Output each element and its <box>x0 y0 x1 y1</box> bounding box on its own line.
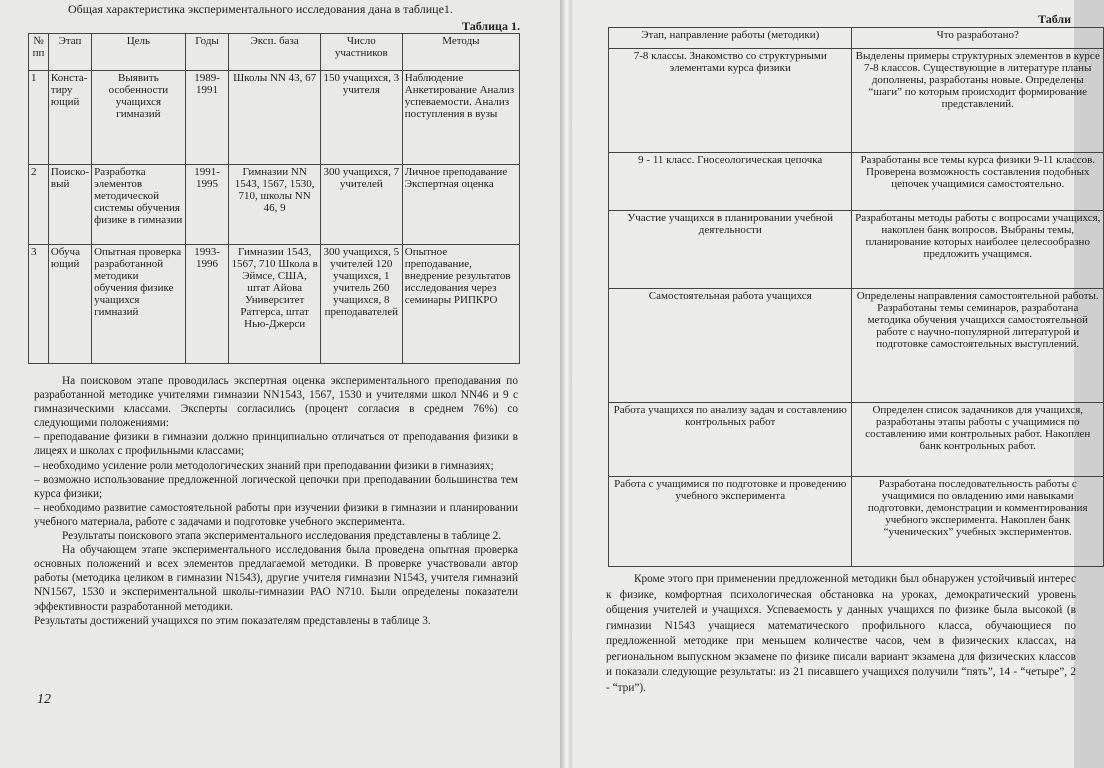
table-cell: Гимназии 1543, 1567, 710 Школа в Эймсе, США, штат Айова Университет Ратгерса, штат Нью-Джерси <box>229 244 320 363</box>
table-row <box>609 153 1104 211</box>
col-header: Методы <box>402 34 519 71</box>
col-header: Этап, направление работы (методики) <box>609 28 852 49</box>
table-cell: Участие учащихся в планировании учебной деятельности <box>609 211 852 289</box>
table-cell: 1993-1996 <box>185 244 229 363</box>
bullet-item: – необходимо развитие самостоятельной работы при изучении физики в гимназии и планировании учебного материала, работе с задачами и подготовке учебного эксперимента. <box>34 501 518 528</box>
table-1 <box>28 33 520 364</box>
table-cell: Обуча ющий <box>48 244 91 363</box>
table-cell: Работа с учащимися по подготовке и проведению учебного эксперимента <box>609 477 852 567</box>
col-header: № пп <box>29 34 49 71</box>
table-cell: Разработаны методы работы с вопросами учащихся, накоплен банк вопросов. Выбраны темы, планирование которых наиболее целесообразно предложить учащимся. <box>852 211 1104 289</box>
table-cell: 3 <box>29 244 49 363</box>
paragraph: На обучающем этапе экспериментального исследования была проведена опытная проверка основных положений и всех элементов предлагаемой методики. В проверке участвовали автор работы (методика целиком в гимназии N1543), другие учителя гимназии N1543, учителя гимназий NN1567, 1530 и экспериментальной школы-гимназии РАО N710. Были определены показатели эффективности разработанной методики. <box>34 544 518 613</box>
paragraph: На поисковом этапе проводилась экспертная оценка экспериментального преподавания по разработанной методике учителями гимназии NN1543, 1567, 1530 и учителями школ NN46 и 9 с гимназическими классами. Эксперты согласились (процент согласия в среднем 76%) со следующими положениями: <box>34 375 518 430</box>
paragraph: Результаты достижений учащихся по этим показателям представлены в таблице 3. <box>34 614 431 627</box>
table-cell: 2 <box>29 164 49 244</box>
table-cell: 1 <box>29 70 49 164</box>
intro-text: Общая характеристика экспериментального исследования дана в таблице1. <box>68 2 453 16</box>
table-cell: Разработана последовательность работы с учащимися по овладению ими навыками подготовки, демонстрации и комментирования учебного эксперимента. Накоплен банк “ученических” учебных экспериментов. <box>852 477 1104 567</box>
col-header: Что разработано? <box>852 28 1104 49</box>
table-cell: Самостоятельная работа учащихся <box>609 289 852 403</box>
table-2 <box>608 27 1104 567</box>
table-cell: 7-8 классы. Знакомство со структурными элементами курса физики <box>609 49 852 153</box>
col-header: Эксп. база <box>229 34 320 71</box>
bullet-item: – возможно использование предложенной логической цепочки при преподавании большинства тем курса физики; <box>34 473 518 500</box>
table-cell: Гимназии NN 1543, 1567, 1530, 710, школы NN 46, 9 <box>229 164 320 244</box>
table-row <box>609 211 1104 289</box>
table-cell: 9 - 11 класс. Гносеологическая цепочка <box>609 153 852 211</box>
col-header: Число участников <box>320 34 402 71</box>
table-cell: Работа учащихся по анализу задач и составлению контрольных работ <box>609 403 852 477</box>
table2-caption: Табли <box>1038 12 1072 26</box>
left-body-text <box>34 374 518 628</box>
table-cell: Школы NN 43, 67 <box>229 70 320 164</box>
table-cell: 1991-1995 <box>185 164 229 244</box>
table-cell: Поиско-вый <box>48 164 91 244</box>
table-row <box>29 164 520 244</box>
table-row <box>609 477 1104 567</box>
table-cell: Личное преподавание Экспертная оценка <box>402 164 519 244</box>
right-page <box>572 0 1101 768</box>
table-row <box>29 70 520 164</box>
paragraph: Результаты поискового этапа экспериментального исследования представлены в таблице 2. <box>62 530 502 543</box>
table-cell: Выделены примеры структурных элементов в курсе 7-8 классов. Существующие в литературе планы дополнены, разработаны новые. Определены “шаги” по которым происходит формирование представлений. <box>852 49 1104 153</box>
table-cell: Определены направления самостоятельной работы. Разработаны темы семинаров, разработана методика обучения учащихся самостоятельной работе с научно-популярной литературой и подготовке самостоятельных выступлений. <box>852 289 1104 403</box>
right-body-text <box>606 572 1076 696</box>
col-header: Этап <box>48 34 91 71</box>
table-cell: 300 учащихся, 5 учителей 120 учащихся, 1 учитель 260 учащихся, 8 преподавателей <box>320 244 402 363</box>
table-header-row <box>29 34 520 71</box>
col-header: Годы <box>185 34 229 71</box>
table-cell: Выявить особенности учащихся гимназий <box>92 70 186 164</box>
bullet-item: – необходимо усиление роли методологических знаний при преподавании физики в гимназиях; <box>34 459 494 472</box>
table-cell: Наблюдение Анкетирование Анализ успеваемости. Анализ поступления в вузы <box>402 70 519 164</box>
table1-caption: Таблица 1. <box>462 19 520 33</box>
table-cell: 150 учащихся, 3 учителя <box>320 70 402 164</box>
page-number: 12 <box>37 692 51 707</box>
bullet-item: – преподавание физики в гимназии должно принципиально отличаться от преподавания физики в лицеях и школах с профильными классами; <box>34 431 518 458</box>
table-row <box>609 49 1104 153</box>
col-header: Цель <box>92 34 186 71</box>
table-header-row <box>609 28 1104 49</box>
table-cell: Разработаны все темы курса физики 9-11 классов. Проверена возможность составления подобных цепочек учащимися самостоятельно. <box>852 153 1104 211</box>
table-cell: 300 учащихся, 7 учителей <box>320 164 402 244</box>
book-gutter <box>560 0 572 768</box>
table-row <box>609 403 1104 477</box>
table-cell: Опытная проверка разработанной методики обучения физике учащихся гимназий <box>92 244 186 363</box>
table-cell: Разработка элементов методической системы обучения физике в гимназии <box>92 164 186 244</box>
table-cell: Конста-тиру ющий <box>48 70 91 164</box>
table-row <box>609 289 1104 403</box>
table-cell: Опытное преподавание, внедрение результатов исследования через семинары РИПКРО <box>402 244 519 363</box>
table-cell: 1989-1991 <box>185 70 229 164</box>
table-row <box>29 244 520 363</box>
table-cell: Определен список задачников для учащихся, разработаны этапы работы с учащимися по составлению ими контрольных работ. Накоплен банк контрольных работ. <box>852 403 1104 477</box>
paragraph: Кроме этого при применении предложенной методики был обнаружен устойчивый интерес к физике, комфортная психологическая обстановка на уроках, демократический уровень общения учителей и учащихся. Успеваемость у данных учащихся по физике была высокой (в гимназии N1543 учащиеся математического профильного класса, обучающиеся по предложенной методике при меньшем количестве часов, чем в физических классах, на региональном выпускном экзамене по физике писали вариант экзамена для физических классов и показали следующие результаты: из 21 писавшего учащихся получили “пять”, 14 - “четыре”, 2 - “три”). <box>606 573 1076 694</box>
